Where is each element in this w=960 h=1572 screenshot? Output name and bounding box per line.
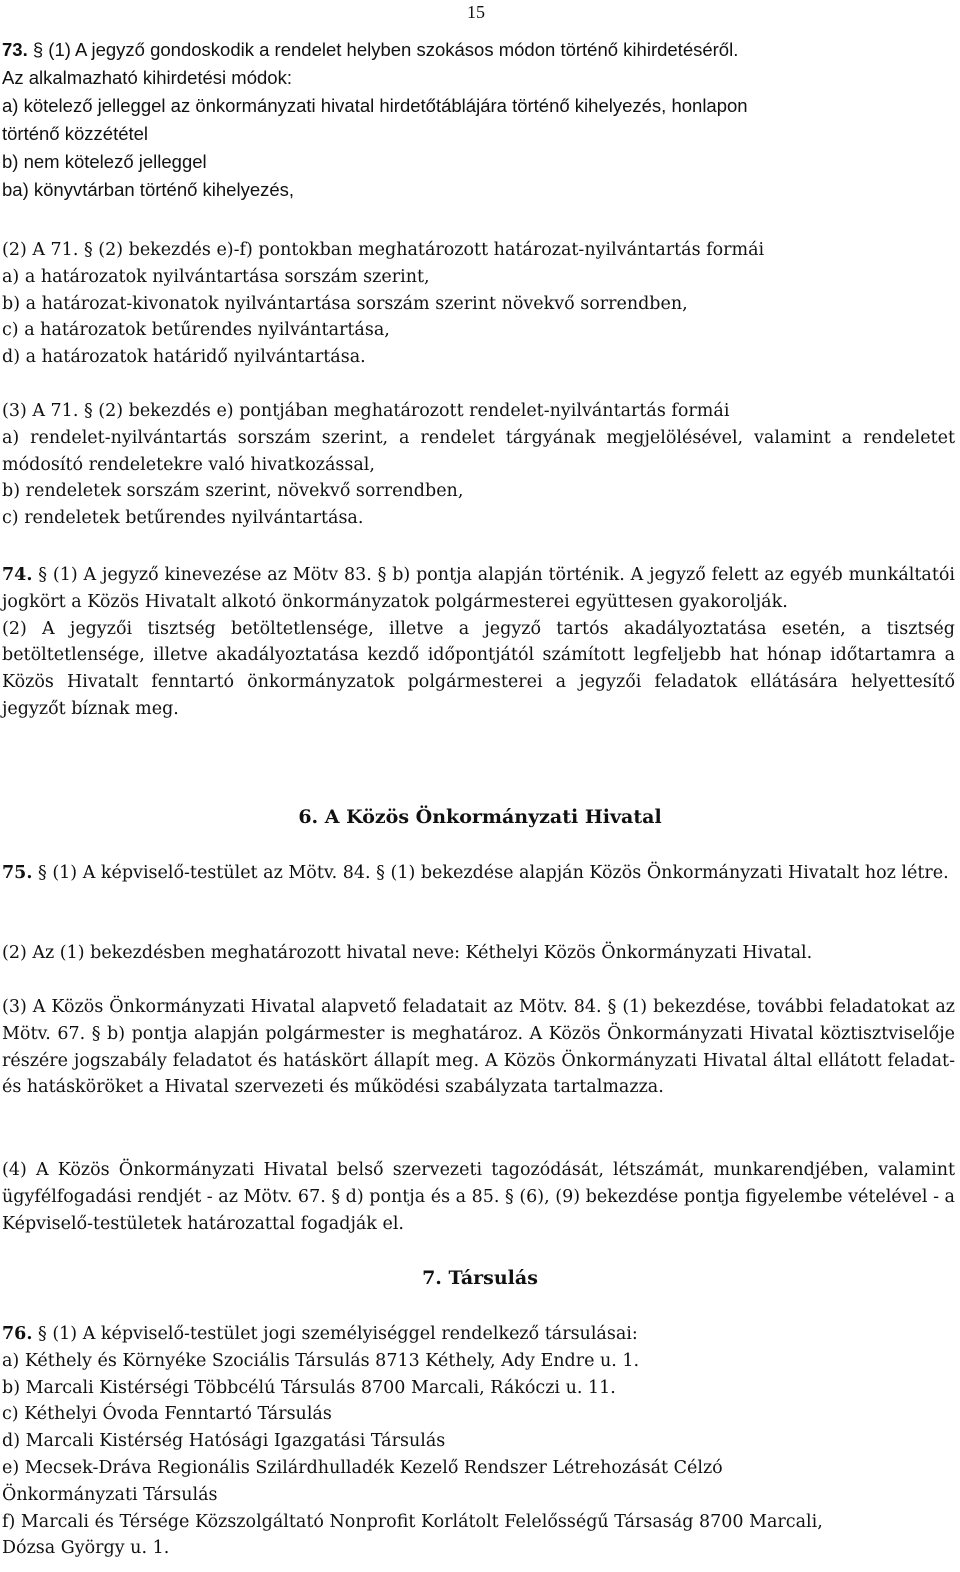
list-item: f) Marcali és Térsége Közszolgáltató Nonprofit Korlátolt Felelősségű Társaság 8700 Marcali, (2, 1511, 823, 1532)
list-item: Dózsa György u. 1. (2, 1538, 170, 1559)
section-73-intro (2, 36, 955, 204)
section-text: § (1) A képviselő-testület az Mötv. 84. § (1) bekezdése alapján Közös Önkormányzati Hivatalt hoz létre. (38, 863, 949, 883)
heading-7: 7. Társulás (422, 1267, 538, 1289)
paragraph-line: d) a határozatok határidő nyilvántartása. (2, 347, 366, 368)
paragraph-line: a) a határozatok nyilvántartása sorszám szerint, (2, 266, 430, 287)
heading-6: 6. A Közös Önkormányzati Hivatal (298, 806, 662, 828)
section-number: 73. (2, 39, 28, 60)
paragraph-item: a) rendelet-nyilvántartás sorszám szerint, a rendelet tárgyának megjelölésével, valamint a rendeletet módosító rendeletekre való hivatkozással, (2, 427, 955, 475)
paragraph-line: b) nem kötelező jelleggel (2, 151, 207, 172)
section-75-paragraph-4 (2, 1157, 955, 1237)
section-74 (2, 562, 955, 723)
paragraph-line: történő közzététel (2, 123, 149, 144)
list-item: Önkormányzati Társulás (2, 1484, 218, 1505)
page-number: 15 (467, 2, 485, 22)
list-item: a) Kéthely és Környéke Szociális Társulás 8713 Kéthely, Ady Endre u. 1. (2, 1350, 640, 1371)
paragraph-line: c) rendeletek betűrendes nyilvántartása. (2, 508, 364, 529)
section-75 (2, 860, 955, 887)
paragraph: (4) A Közös Önkormányzati Hivatal belső szervezeti tagozódását, létszámát, munkarendjében, valamint ügyfélfogadási rendjét - az Mötv. 67. § d) pontja és a 85. § (6), (9) bekezdése pontja figyelembe vételével - a Képviselő-testületek határozattal fogadják el. (2, 1160, 955, 1234)
section-73-paragraph-3 (2, 398, 955, 532)
paragraph-line: b) a határozat-kivonatok nyilvántartása sorszám szerint növekvő sorrendben, (2, 293, 688, 314)
section-73-paragraph-2 (2, 237, 955, 371)
section-number: 76. (2, 1324, 33, 1344)
paragraph-line: Az alkalmazható kihirdetési módok: (2, 67, 292, 88)
section-75-paragraph-2 (2, 940, 955, 967)
list-item: e) Mecsek-Dráva Regionális Szilárdhulladék Kezelő Rendszer Létrehozását Célzó (2, 1457, 723, 1478)
section-text: § (1) A jegyző gondoskodik a rendelet helyben szokásos módon történő kihirdetéséről. (32, 39, 739, 60)
section-75-paragraph-3 (2, 994, 955, 1101)
list-item: d) Marcali Kistérség Hatósági Igazgatási Társulás (2, 1431, 446, 1452)
paragraph: (3) A Közös Önkormányzati Hivatal alapvető feladatait az Mötv. 84. § (1) bekezdése, további feladatokat az Mötv. 67. § b) pontja alapján polgármester is meghatároz. A Közös Önkormányzati Hivatal köztisztviselője részére jogszabály feladatot és hatáskört állapít meg. A Közös Önkormányzati Hivatal által ellátott feladat- és hatásköröket a Hivatal szervezeti és működési szabályzata tartalmazza. (2, 997, 955, 1098)
list-item: c) Kéthelyi Óvoda Fenntartó Társulás (2, 1404, 332, 1425)
section-number: 74. (2, 565, 33, 585)
section-text: § (1) A képviselő-testület jogi személyiséggel rendelkező társulásai: (38, 1324, 638, 1344)
section-number: 75. (2, 863, 33, 883)
paragraph-line: (2) A 71. § (2) bekezdés e)-f) pontokban meghatározott határozat-nyilvántartás formái (2, 240, 765, 260)
paragraph-line: (3) A 71. § (2) bekezdés e) pontjában meghatározott rendelet-nyilvántartás formái (2, 401, 730, 421)
section-text: § (1) A jegyző kinevezése az Mötv 83. § b) pontja alapján történik. A jegyző felett az egyéb munkáltatói jogkört a Közös Hivatalt alkotó önkormányzatok polgármesterei együttesen gyakorolják. (2, 565, 955, 612)
paragraph: (2) A jegyzői tisztség betöltetlensége, illetve a jegyző tartós akadályoztatása esetén, a tisztség betöltetlensége, illetve akadályoztatása kezdő időpontjától számított legfeljebb hat hónap időtartamra a Közös Hivatalt fenntartó önkormányzatok polgármesterei a jegyzői feladatok ellátására helyettesítő jegyzőt bíznak meg. (2, 618, 955, 719)
paragraph: (2) Az (1) bekezdésben meghatározott hivatal neve: Kéthelyi Közös Önkormányzati Hivatal. (2, 943, 813, 963)
paragraph-line: a) kötelező jelleggel az önkormányzati hivatal hirdetőtáblájára történő kihelyezés, honlapon (2, 95, 748, 116)
paragraph-line: b) rendeletek sorszám szerint, növekvő sorrendben, (2, 481, 464, 502)
paragraph-line: ba) könyvtárban történő kihelyezés, (2, 179, 295, 200)
list-item: b) Marcali Kistérségi Többcélú Társulás 8700 Marcali, Rákóczi u. 11. (2, 1377, 616, 1398)
paragraph-line: c) a határozatok betűrendes nyilvántartása, (2, 320, 390, 341)
section-76 (2, 1321, 955, 1562)
